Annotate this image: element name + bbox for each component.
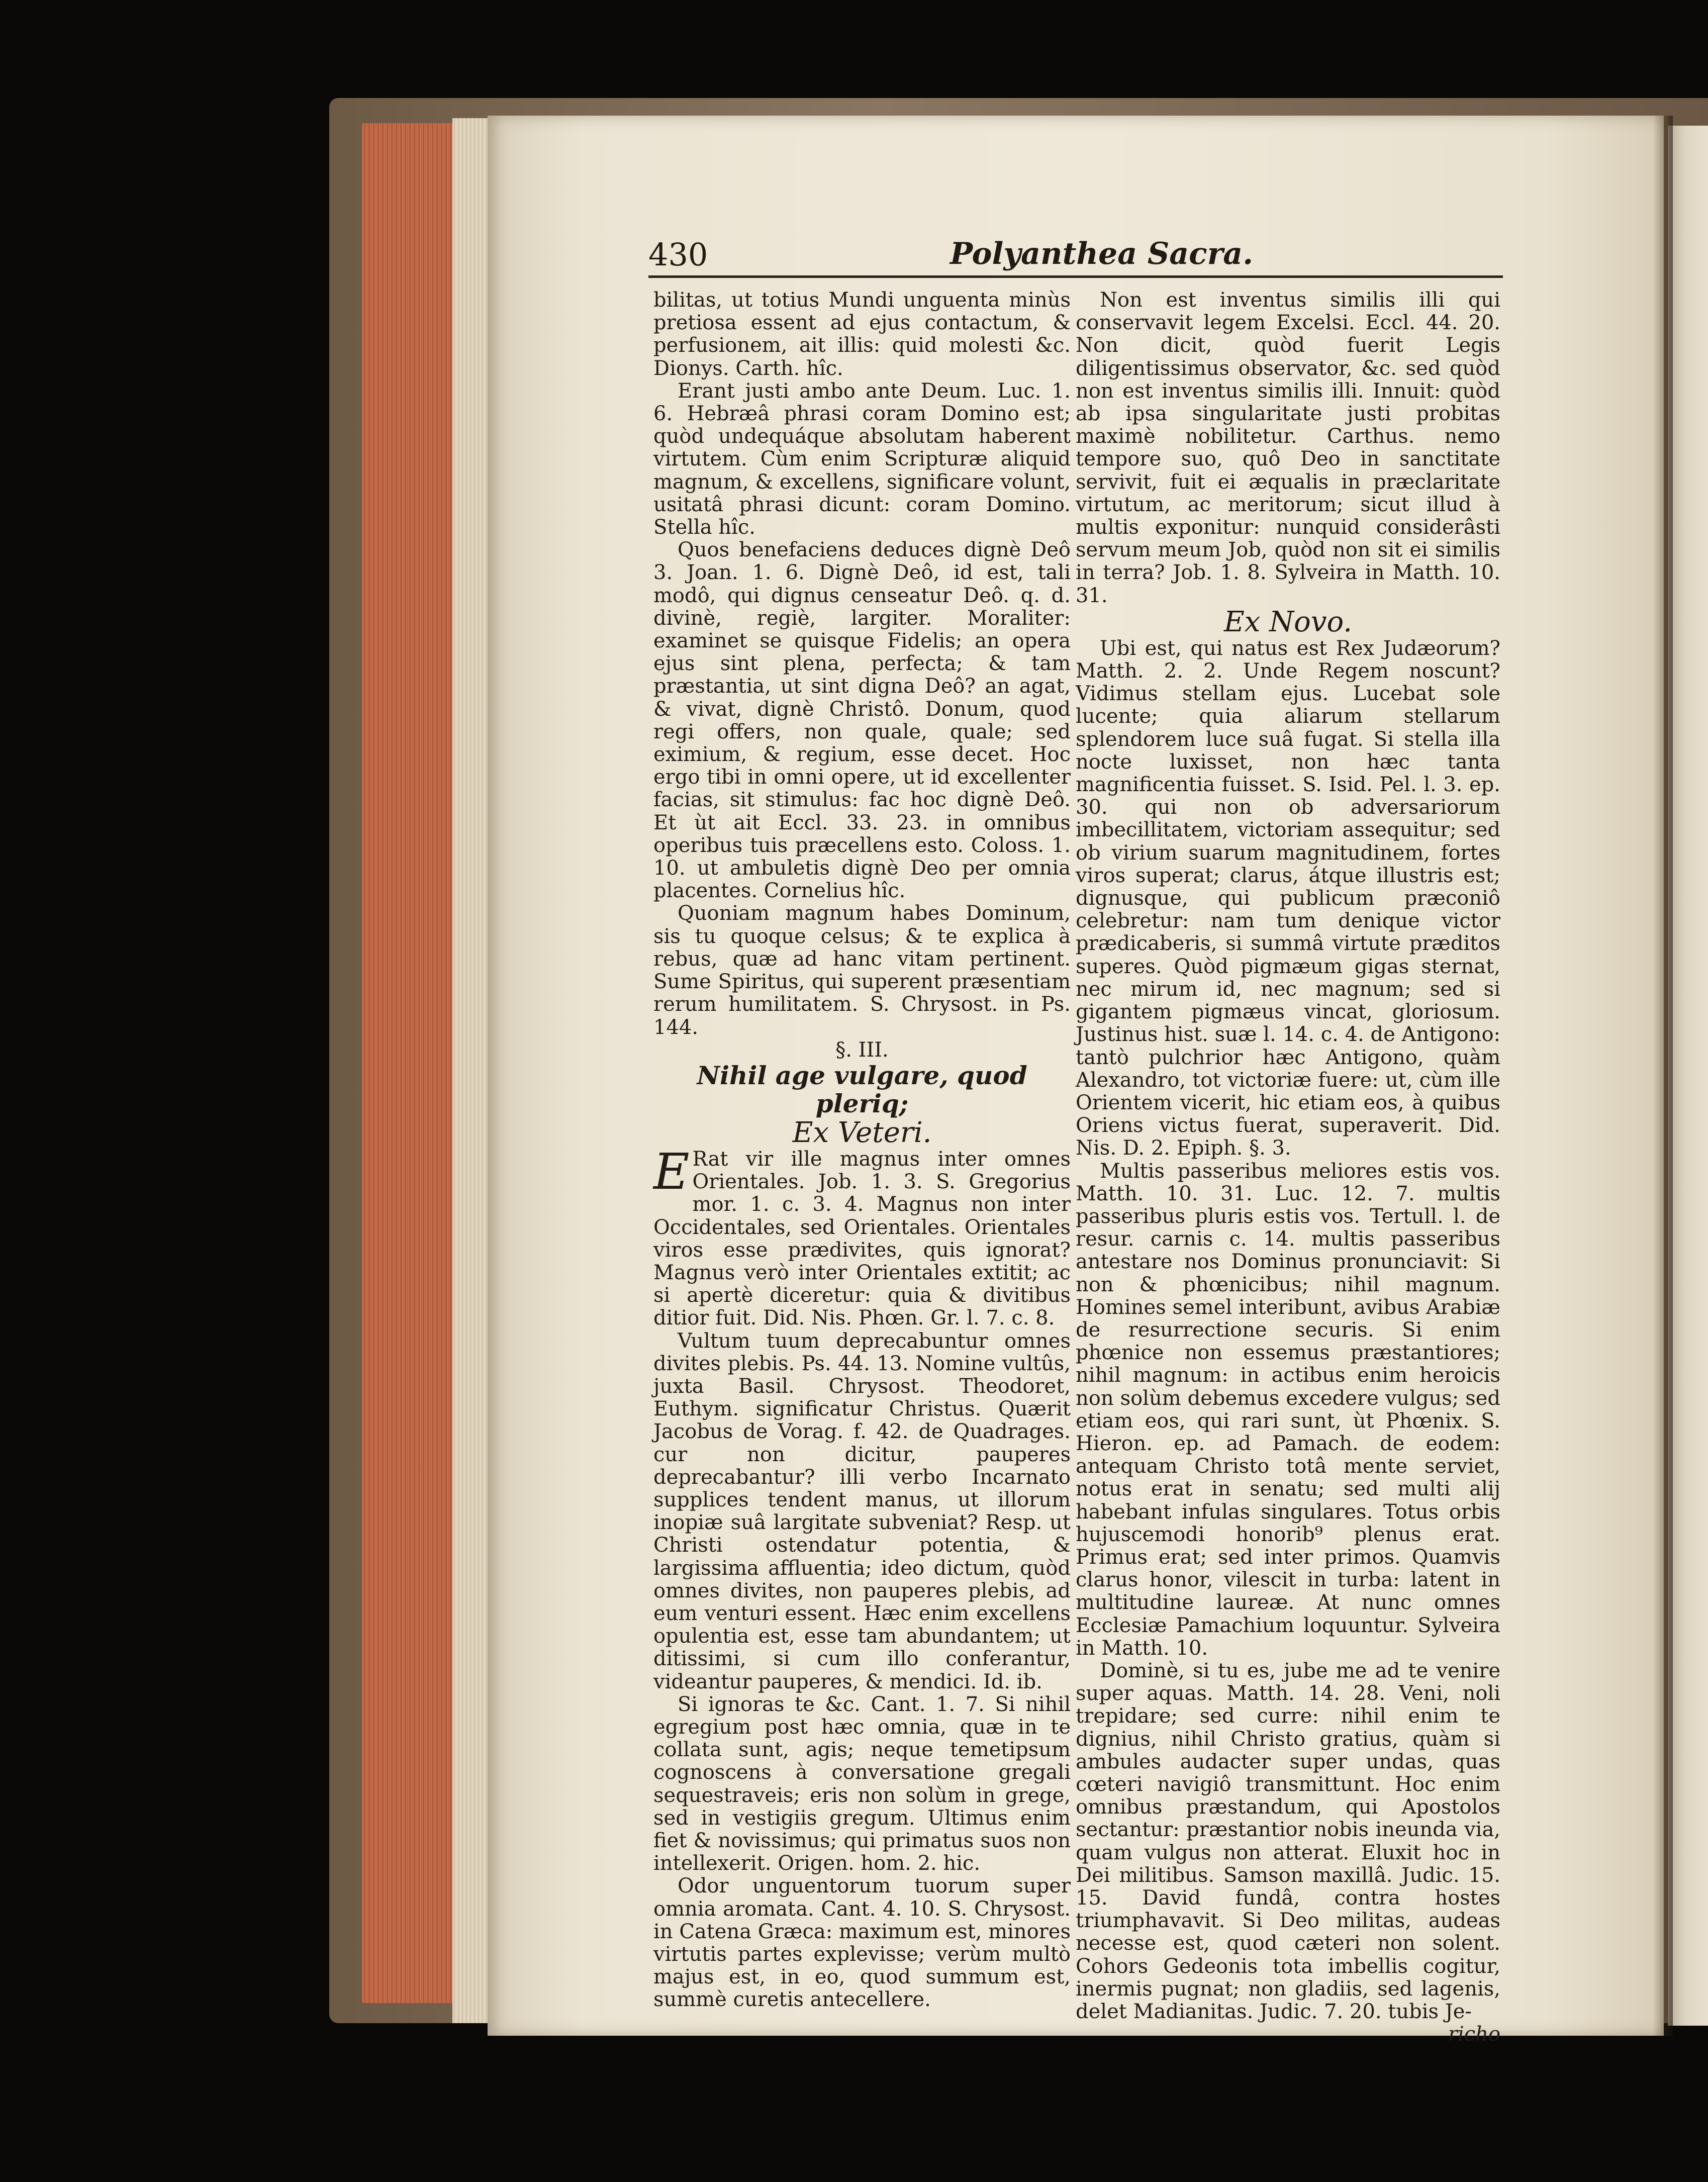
left-column (653, 289, 1071, 2012)
paragraph: Multis passeribus meliores estis vos. Matth. 10. 31. Luc. 12. 7. multis passeribus pluris estis vos. Tertull. l. de resur. carnis c. 14. multis passeribus antestare nos Dominus pronunciavit: Si non & phœnicibus; nihil magnum. Homines semel interibunt, avibus Arabiæ de resurrectione securis. Si enim phœnice non essemus præstantiores; nihil magnum: in actibus enim heroicis non solùm debemus excedere vulgus; sed etiam eos, qui rari sunt, ùt Phœnix. S. Hieron. ep. ad Pamach. de eodem: antequam Christo totâ mente serviet, notus erat in senatu; sed multi alij habebant infulas singulares. Totus orbis hujuscemodi honorib⁹ plenus erat. Primus erat; sed inter primos. Quamvis clarus honor, vilescit in turba: latent in multitudine laureæ. At nunc omnes Ecclesiæ Pamachium loquuntur. Sylveira in Matth. 10. (1076, 1159, 1500, 1660)
paragraph: Odor unguentorum tuorum super omnia aromata. Cant. 4. 10. S. Chrysost. in Catena Græca: maximum est, minores virtutis partes explevisse; verùm multò majus est, in eo, quod summum est, summè curetis antecellere. (653, 1874, 1071, 2012)
page-number: 430 (648, 236, 708, 273)
paragraph: bilitas, ut totius Mundi unguenta minùs pretiosa essent ad ejus contactum, & perfusionem, ait illis: quid molesti &c. Dionys. Carth. hîc. (653, 289, 1071, 380)
section-title: Nihil age vulgare, quod pleriq; (697, 1060, 1027, 1118)
paragraph: Ubi est, qui natus est Rex Judæorum? Matth. 2. 2. Unde Regem noscunt? Vidimus stellam ejus. Lucebat sole lucente; quia aliarum stellarum splendorem luce suâ fugat. Si stella illa nocte luxisset, non hæc tanta magnificentia fuisset. S. Isid. Pel. l. 3. ep. 30. qui non ob adversariorum imbecillitatem, victoriam assequitur; sed ob virium suarum magnitudinem, fortes viros superat; clarus, átque illustris est; dignusque, qui publicum præconiô celebretur: nam tum denique victor prædicaberis, si summâ virtute præditos superes. Quòd pigmæum gigas sternat, nec mirum id, nec magnum; sed si gigantem pigmæus vincat, gloriosum. Justinus hist. suæ l. 14. c. 4. de Antigono: tantò pulchrior hæc Antigono, quàm Alexandro, tot victoriæ fuere: ut, cùm ille Orientem vicerit, hic etiam eos, à quibus Oriens victus fuerat, superaverit. Did. Nis. D. 2. Epiph. §. 3. (1076, 636, 1500, 1160)
paragraph-text: Rat vir ille magnus inter omnes Orientales. Job. 1. 3. S. Gregorius mor. 1. c. 3. 4. Magnus non inter Occidentales, sed Orientales. Orientales viros esse prædivites, quis ignorat? Magnus verò inter Orientales extitit; ac si apertè diceretur: quia & divitibus ditior fuit. Did. Nis. Phœn. Gr. l. 7. c. 8. (653, 1147, 1071, 1330)
paragraph: Vultum tuum deprecabuntur omnes divites plebis. Ps. 44. 13. Nomine vultûs, juxta Basil. Chrysost. Theodoret, Euthym. significatur Christus. Quærit Jacobus de Vorag. f. 42. de Quadrages. cur non dicitur, pauperes deprecabantur? illi verbo Incarnato supplices tendent manus, ut illorum inopiæ suâ largitate subveniat? Resp. ut Christi ostendatur potentia, & largissima affluentia; ideo dictum, quòd omnes divites, non pauperes plebis, ad eum venturi essent. Hæc enim excellens opulentia est, esse tam abundantem; ut ditissimi, si cum illo conferantur, videantur pauperes, & mendici. Id. ib. (653, 1329, 1071, 1693)
paragraph: Non est inventus similis illi qui conservavit legem Excelsi. Eccl. 44. 20. Non dicit, quòd fuerit Legis diligentissimus observator, &c. sed quòd non est inventus similis illi. Innuit: quòd ab ipsa singularitate justi probitas maximè nobilitetur. Carthus. nemo tempore suo, quô Deo in sanctitate servivit, fuit ei æqualis in præclaritate virtutum, ac meritorum; sicut illud à multis exponitur: nunquid considerâsti servum meum Job, quòd non sit ei similis in terra? Job. 1. 8. Sylveira in Matth. 10. 31. (1076, 289, 1500, 607)
paragraph-dropcap (653, 1143, 1071, 1330)
catchword: richo (1448, 2023, 1500, 2046)
book-gutter (1653, 116, 1673, 2036)
dropcap: E (653, 1143, 690, 1201)
right-column (1076, 289, 1500, 2046)
subsection-title: Ex Novo. (1223, 605, 1353, 638)
subsection-title: Ex Veteri. (792, 1116, 932, 1149)
paragraph: Dominè, si tu es, jube me ad te venire super aquas. Matth. 14. 28. Veni, noli trepidare; sed curre: nihil enim te dignius, nihil Christo gratius, quàm si ambules audacter super undas, quas cœteri navigiô transmittunt. Hoc enim omnibus præstandum, qui Apostolos sectantur: præstantior nobis ineunda via, quam vulgus non atterat. Eluxit hoc in Dei militibus. Samson maxillâ. Judic. 15. 15. David fundâ, contra hostes triumphavavit. Si Deo militas, audeas necesse est, quod cæteri non solent. Cohors Gedeonis tota imbellis cogitur, inermis pugnat; non gladiis, sed lagenis, delet Madianitas. Judic. 7. 20. tubis Je- (1076, 1659, 1500, 2024)
paragraph: Erant justi ambo ante Deum. Luc. 1. 6. Hebræâ phrasi coram Domino est; quòd undequáque absolutam haberent virtutem. Cùm enim Scripturæ aliquid magnum, & excellens, significare volunt, usitatâ phrasi dicunt: coram Domino. Stella hîc. (653, 379, 1071, 539)
section-mark: §. III. (835, 1038, 889, 1062)
paragraph: Quos benefaciens deduces dignè Deô 3. Joan. 1. 6. Dignè Deô, id est, tali modô, qui dignus censeatur Deô. q. d. divinè, regiè, largiter. Moraliter: examinet se quisque Fidelis; an opera ejus sint plena, perfecta; & tam præstantia, ut sint digna Deô? an agat, & vivat, dignè Christô. Donum, quod regi offers, non quale, quale; sed eximium, & regium, esse decet. Hoc ergo tibi in omni opere, ut id excellenter facias, sit stimulus: fac hoc dignè Deô. Et ùt ait Eccl. 33. 23. in omnibus operibus tuis præcellens esto. Coloss. 1. 10. ut ambuletis dignè Deo per omnia placentes. Cornelius hîc. (653, 538, 1071, 903)
running-title: Polyanthea Sacra. (950, 236, 1254, 271)
header-rule (648, 275, 1503, 278)
paragraph: Si ignoras te &c. Cant. 1. 7. Si nihil egregium post hæc omnia, quæ in te collata sunt, agis; neque temetipsum cognoscens à conversatione gregali sequestraveis; eris non solùm in grege, sed in vestigiis gregum. Ultimus enim fiet & novissimus; qui primatus suos non intellexerit. Origen. hom. 2. hic. (653, 1692, 1071, 1875)
running-head (648, 236, 1503, 281)
paragraph: Quoniam magnum habes Dominum, sis tu quoque celsus; & te explica à rebus, quæ ad hanc vitam pertinent. Sume Spiritus, qui superent præsentiam rerum humilitatem. S. Chrysost. in Ps. 144. (653, 902, 1071, 1039)
facing-page-edge (1668, 126, 1708, 2026)
